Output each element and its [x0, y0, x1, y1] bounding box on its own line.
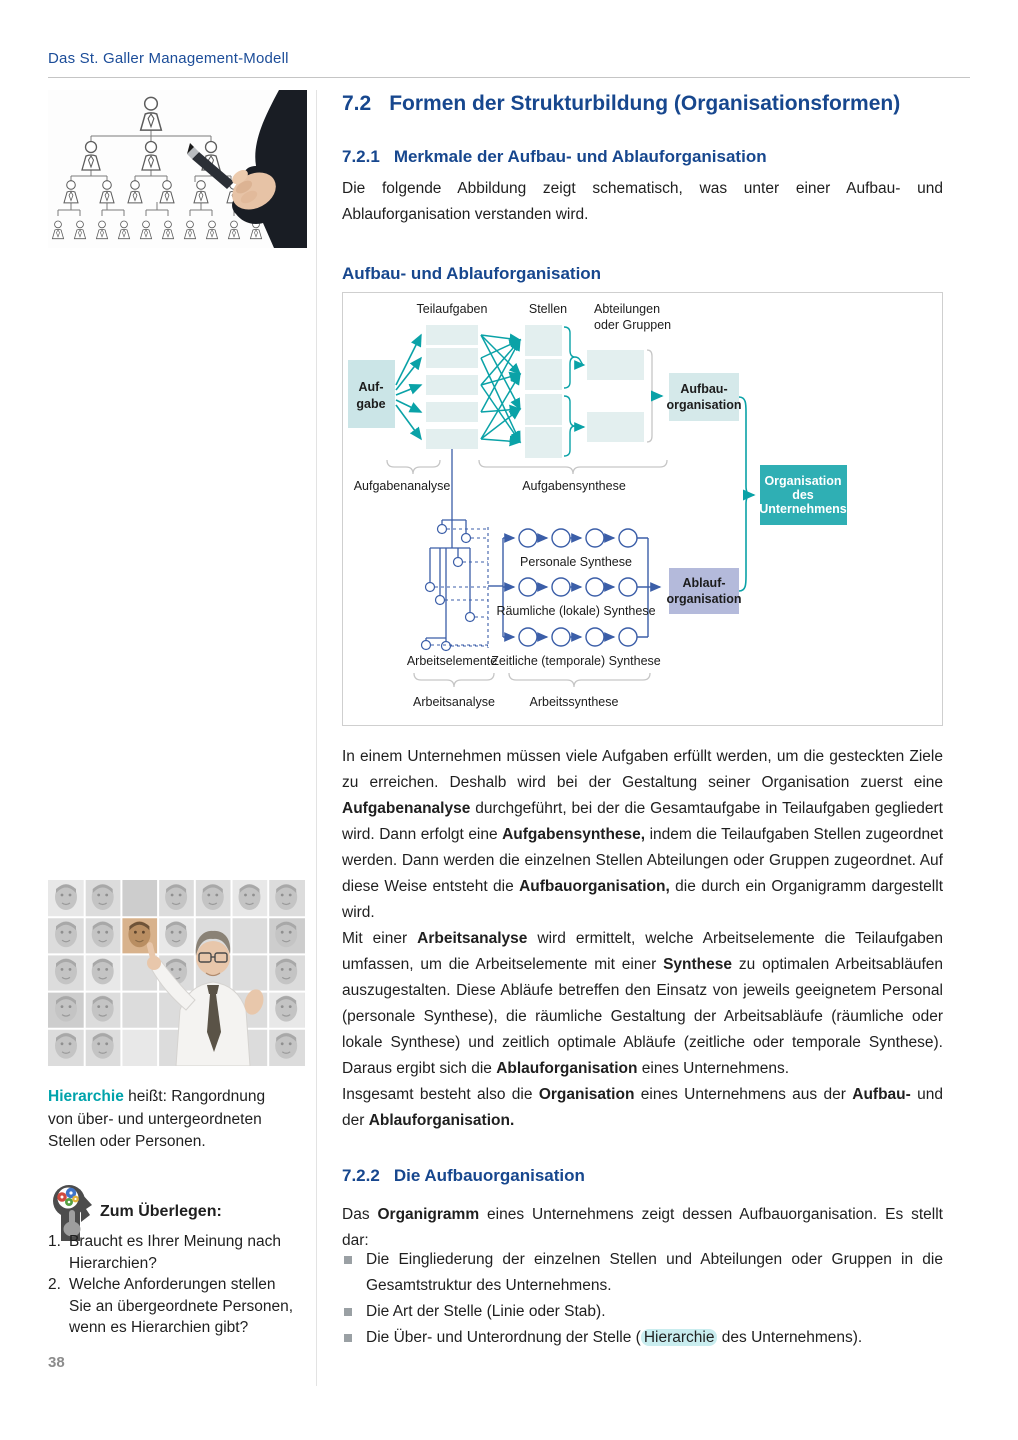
- think-question-list: [48, 1231, 300, 1339]
- node-ablauf-label-1: Ablauf-: [682, 576, 726, 590]
- faces-collage-photo: [48, 880, 305, 1066]
- section-title: Merkmale der Aufbau- und Ablauforganisation: [393, 147, 767, 166]
- aufbau-ablauf-diagram: [342, 292, 943, 726]
- item-text: Braucht es Ihrer Meinung nach Hierarchien?: [69, 1233, 281, 1272]
- teilaufgaben-boxes: [426, 325, 478, 449]
- section-title: Die Aufbauorganisation: [393, 1166, 585, 1185]
- section-number: 7.2.2: [342, 1166, 380, 1185]
- page-number: 38: [48, 1354, 65, 1371]
- paragraph-aufgabenanalyse: In einem Unternehmen müssen viele Aufgaben erfüllt werden, um die gesteckten Ziele zu erreichen. Deshalb wird bei der Gestaltung seiner Organisation zuerst eine Aufgabenanalyse durchgeführt, bei der die Gesamtaufgabe in Teilaufgaben gegliedert wird. Dann erfolgt eine Aufgabensynthese, indem die Teilaufgaben Stellen zugeordnet werden. Dann werden die einzelnen Stellen Abteilungen oder Gruppen zugeordnet. Auf diese Weise entsteht die Aufbauorganisation, die durch ein Organigramm dargestellt wird.: [342, 748, 944, 921]
- paragraph-arbeitsanalyse: Mit einer Arbeitsanalyse wird ermittelt, welche Arbeitselemente die Teilaufgaben umfassen, um die Arbeitselemente mit einer Synthese zu optimalen Arbeitsabläufen auszugestalten. Diese Abläufe betreffen den Einsatz von jeweils geeignetem Personal (personale Synthese), die räumliche Gestaltung der Arbeitsabläufe (räumliche oder lokale Synthese) und zeitlich optimale Abläufe (zeitliche oder temporale Synthese). Daraus ergibt sich die Ablauforganisation eines Unternehmens.: [342, 930, 943, 1077]
- label-raeumliche-synthese: Räumliche (lokale) Synthese: [496, 604, 656, 618]
- node-ablauforganisation: [669, 568, 739, 614]
- node-ablauf-label-2: organisation: [666, 592, 742, 606]
- label-aufgabenanalyse: Aufgabenanalyse: [353, 479, 451, 493]
- header-rule: [48, 77, 970, 78]
- section-number: 7.2: [342, 92, 372, 115]
- label-arbeitssynthese: Arbeitssynthese: [529, 695, 619, 709]
- label-arbeitsanalyse: Arbeitsanalyse: [413, 695, 495, 709]
- list-item: Die Über- und Unterordnung der Stelle ( Hierarchie des Unternehmens).: [342, 1325, 943, 1351]
- item-number: 1.: [48, 1233, 61, 1250]
- section-number: 7.2.1: [342, 147, 380, 166]
- column-divider: [316, 90, 317, 1386]
- node-aufgabe: [348, 360, 395, 428]
- label-aufgabensynthese: Aufgabensynthese: [522, 479, 626, 493]
- label-abteilungen-2: oder Gruppen: [594, 318, 672, 332]
- node-aufgabe-label-2: gabe: [356, 397, 386, 411]
- node-aufbauorganisation: [669, 373, 739, 421]
- list-item: [48, 1231, 300, 1274]
- label-stellen: Stellen: [528, 302, 568, 316]
- margin-note-hierarchie: Hierarchie heißt: Rangordnung von über- und untergeordneten Stellen oder Personen.: [48, 1088, 266, 1150]
- list-item: Die Art der Stelle (Linie oder Stab).: [342, 1299, 943, 1325]
- section-heading-7-2: [342, 92, 900, 116]
- section-heading-7-2-2: [342, 1166, 585, 1186]
- organigramm-bullet-list: [342, 1247, 943, 1351]
- label-arbeitselemente: Arbeitselemente: [406, 654, 498, 668]
- node-organisation-label-2: des: [792, 488, 814, 502]
- node-aufbau-label-2: organisation: [666, 398, 742, 412]
- list-item: Die Eingliederung der einzelnen Stellen und Abteilungen oder Gruppen in die Gesamtstruktur des Unternehmens.: [342, 1247, 943, 1299]
- label-personale-synthese: Personale Synthese: [520, 555, 632, 569]
- node-organisation-label-1: Organisation: [764, 474, 842, 488]
- item-number: 2.: [48, 1276, 61, 1293]
- label-abteilungen-1: Abteilungen: [594, 302, 661, 316]
- node-organisation-label-3: Unternehmens: [759, 502, 847, 516]
- think-box-label: Zum Überlegen:: [100, 1203, 222, 1220]
- node-aufbau-label-1: Aufbau-: [680, 382, 728, 396]
- list-item: [48, 1274, 300, 1339]
- section-title: Formen der Strukturbildung (Organisationsformen): [389, 92, 901, 115]
- label-zeitliche-synthese: Zeitliche (temporale) Synthese: [491, 654, 661, 668]
- paragraph-organisation: Insgesamt besteht also die Organisation eines Unternehmens aus der Aufbau- und der Ablauforganisation.: [342, 1086, 943, 1129]
- node-aufgabe-label-1: Auf-: [358, 380, 384, 394]
- figure-title: Aufbau- und Ablauforganisation: [342, 264, 602, 283]
- paragraph-organigramm: Das Organigramm eines Unternehmens zeigt dessen Aufbauorganisation. Es stellt dar:: [342, 1206, 943, 1249]
- item-text: Welche Anforderungen stellen Sie an übergeordnete Personen, wenn es Hierarchien gibt?: [69, 1276, 294, 1336]
- label-teilaufgaben: Teilaufgaben: [416, 302, 488, 316]
- section-heading-7-2-1: [342, 147, 767, 167]
- intro-paragraph: Die folgende Abbildung zeigt schematisch, was unter einer Aufbau- und Ablauforganisation verstanden wird.: [342, 180, 943, 223]
- org-chart-photo: [48, 90, 307, 248]
- running-header: Das St. Galler Management-Modell: [48, 50, 289, 67]
